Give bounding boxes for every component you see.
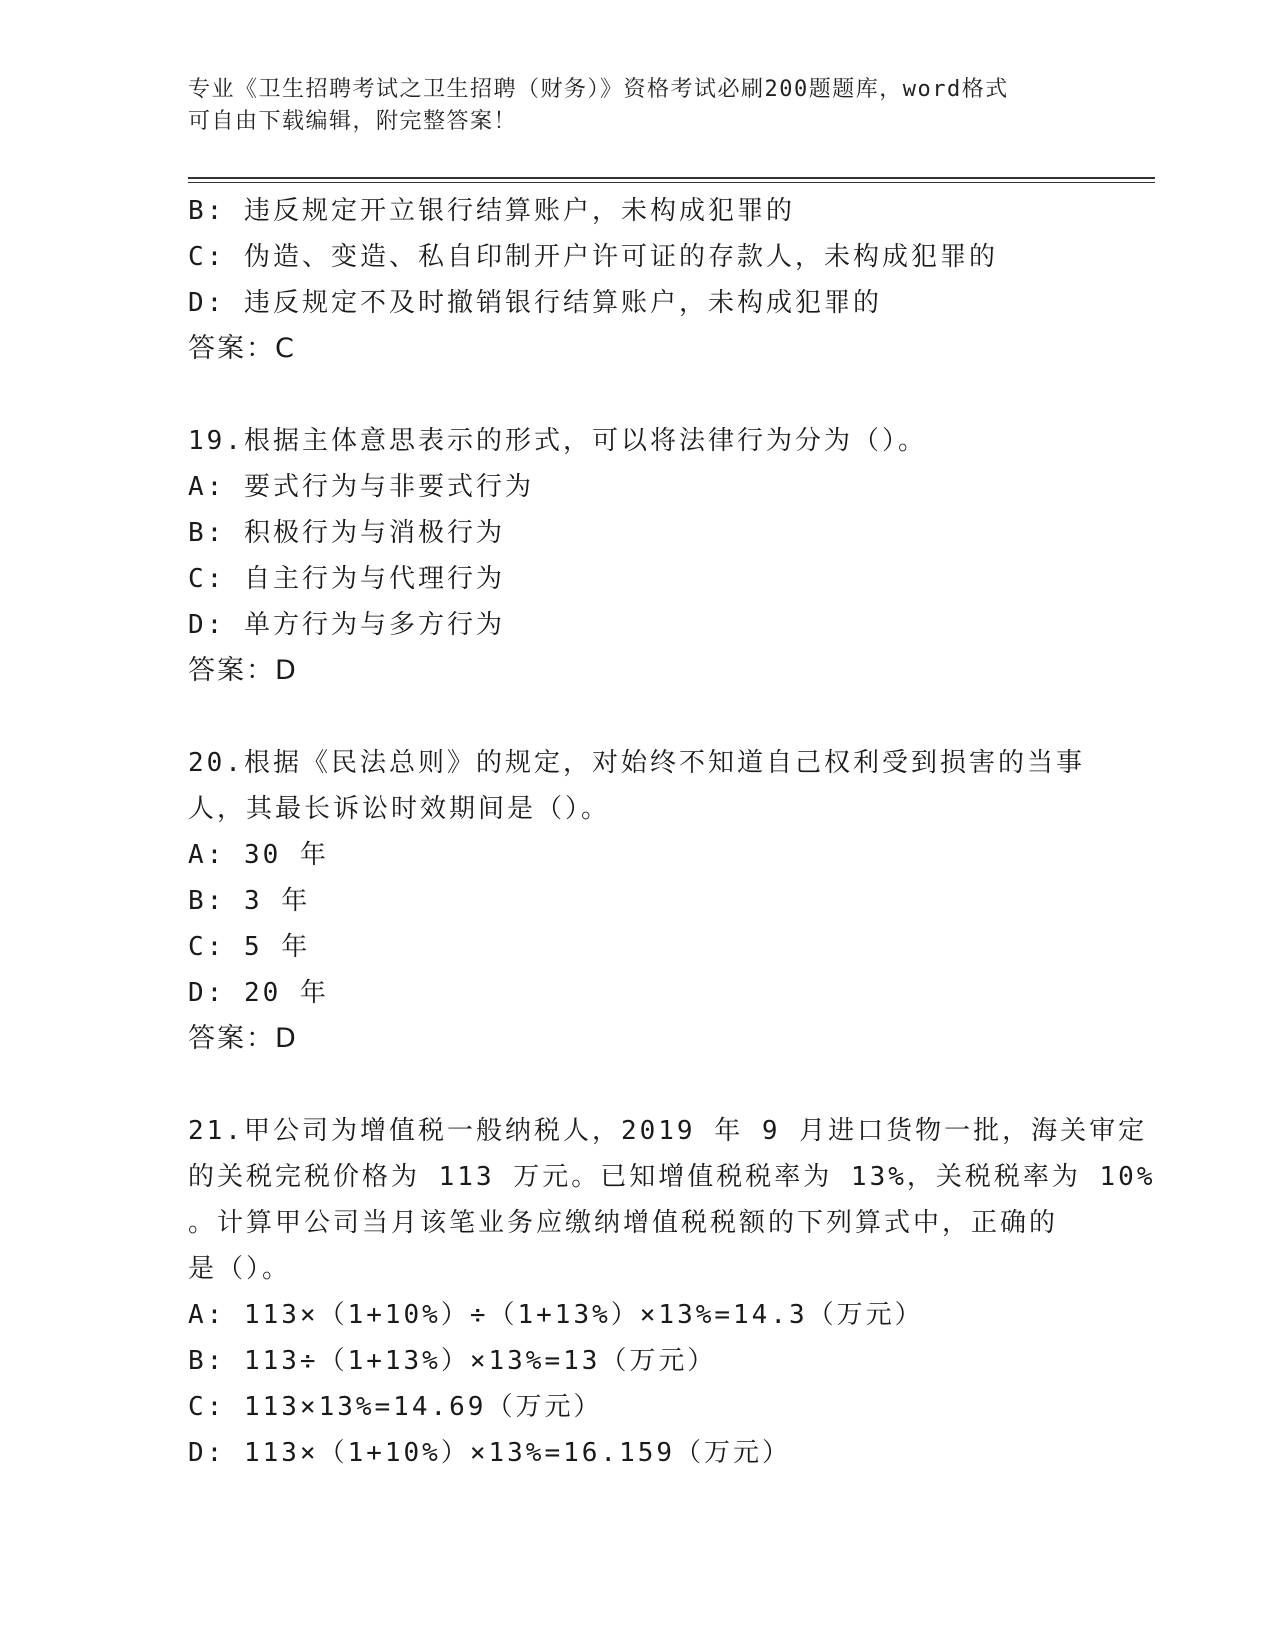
answer-label: 答案：D	[188, 1023, 298, 1054]
question-20	[188, 740, 1088, 1062]
question-21	[188, 1108, 1156, 1476]
question-stem-line-2: 人，其最长诉讼时效期间是（）。	[188, 794, 611, 824]
option-a: A: 113×（1+10%）÷（1+13%）×13%=14.3（万元）	[188, 1300, 924, 1330]
question-stem-line-3: 。计算甲公司当月该笔业务应缴纳增值税税额的下列算式中，正确的	[188, 1208, 1059, 1238]
answer-label: 答案：C	[188, 333, 296, 364]
option-c: C: 自主行为与代理行为	[188, 564, 505, 594]
option-c: C: 113×13%=14.69（万元）	[188, 1392, 603, 1422]
option-b: B: 113÷（1+13%）×13%=13（万元）	[188, 1346, 717, 1376]
question-stem-line-1: 20.根据《民法总则》的规定，对始终不知道自己权利受到损害的当事	[188, 748, 1085, 778]
page-header	[188, 74, 1068, 138]
question-stem-line-1: 21.甲公司为增值税一般纳税人，2019 年 9 月进口货物一批，海关审定	[188, 1116, 1148, 1146]
header-title-line-2: 可自由下载编辑，附完整答案！	[188, 109, 518, 134]
option-b: B: 违反规定开立银行结算账户，未构成犯罪的	[188, 196, 795, 226]
header-title-line-1: 专业《卫生招聘考试之卫生招聘（财务）》资格考试必刷200题题库，word格式	[188, 77, 1009, 102]
question-stem: 19.根据主体意思表示的形式，可以将法律行为分为（）。	[188, 426, 927, 456]
option-d: D: 20 年	[188, 978, 329, 1008]
answer-label: 答案：D	[188, 655, 298, 686]
option-b: B: 积极行为与消极行为	[188, 518, 505, 548]
header-divider	[188, 177, 1155, 183]
option-c: C: 5 年	[188, 932, 311, 962]
option-d: D: 113×（1+10%）×13%=16.159（万元）	[188, 1438, 792, 1468]
question-list	[188, 188, 1156, 1476]
option-a: A: 30 年	[188, 840, 329, 870]
question-stem-line-2: 的关税完税价格为 113 万元。已知增值税税率为 13%，关税税率为 10%	[188, 1162, 1156, 1192]
option-a: A: 要式行为与非要式行为	[188, 472, 534, 502]
option-d: D: 单方行为与多方行为	[188, 610, 505, 640]
option-c: C: 伪造、变造、私自印制开户许可证的存款人，未构成犯罪的	[188, 242, 998, 272]
question-19	[188, 418, 1088, 694]
option-d: D: 违反规定不及时撤销银行结算账户，未构成犯罪的	[188, 288, 882, 318]
question-stem-line-4: 是（）。	[188, 1254, 292, 1284]
question-18-tail	[188, 188, 1088, 372]
option-b: B: 3 年	[188, 886, 311, 916]
